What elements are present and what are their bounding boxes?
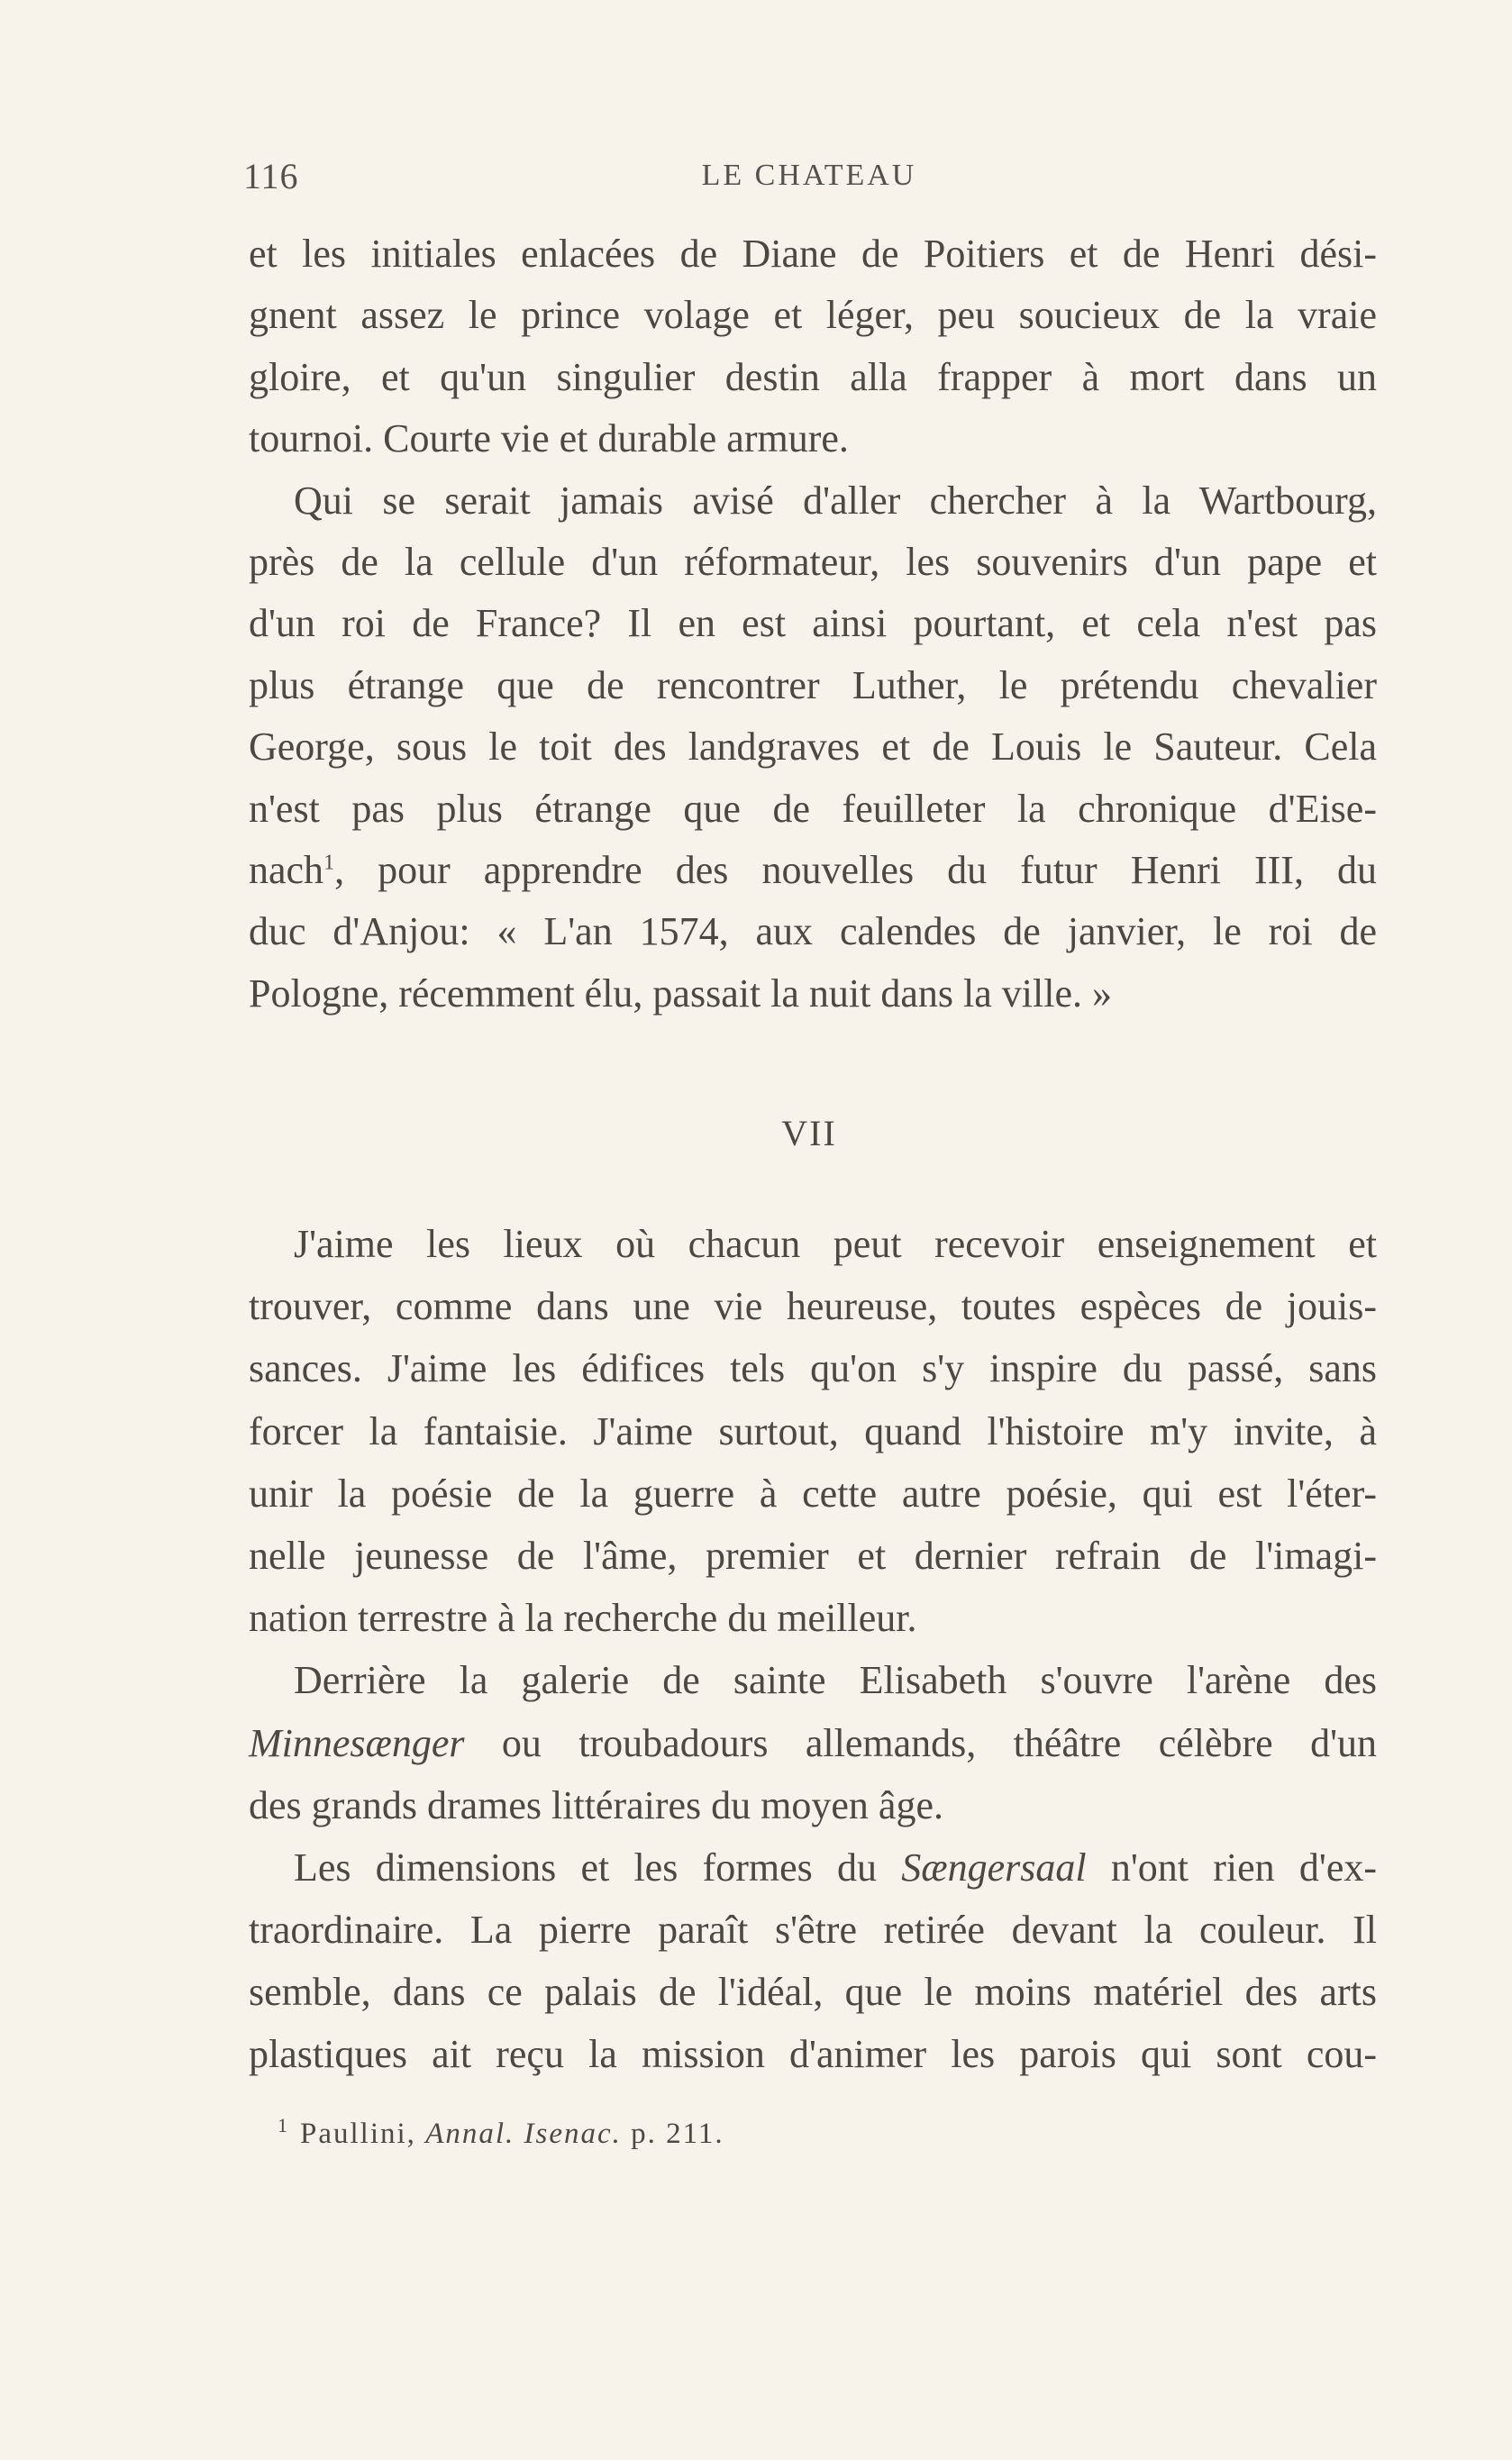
text-line: et les initiales enlacées de Diane de Poitiers et de Henri dési- bbox=[249, 232, 1377, 276]
text-line: nelle jeunesse de l'âme, premier et dernier refrain de l'imagi- bbox=[249, 1533, 1377, 1578]
text-line-with-italic bbox=[249, 1836, 1377, 1899]
footnote-page: p. 211. bbox=[621, 2118, 724, 2150]
text-line: plastiques ait reçu la mission d'animer les parois qui sont cou- bbox=[249, 2032, 1377, 2077]
text-line: traordinaire. La pierre paraît s'être retirée devant la couleur. Il bbox=[249, 1908, 1377, 1953]
text-line: gloire, et qu'un singulier destin alla frapper à mort dans un bbox=[249, 354, 1377, 399]
text-block-top bbox=[249, 223, 1377, 1025]
text-block-bottom bbox=[249, 1213, 1377, 2086]
text-line: duc d'Anjou: « L'an 1574, aux calendes de janvier, le roi de bbox=[249, 909, 1377, 954]
text-fragment: n'ont rien d'ex- bbox=[1086, 1845, 1378, 1890]
text-line: tournoi. Courte vie et durable armure. bbox=[249, 416, 849, 461]
footnote-marker: 1 bbox=[278, 2114, 289, 2137]
text-line: Derrière la galerie de sainte Elisabeth s'ouvre l'arène des bbox=[294, 1658, 1377, 1703]
text-line: Qui se serait jamais avisé d'aller chercher à la Wartbourg, bbox=[294, 478, 1377, 523]
text-line: J'aime les lieux où chacun peut recevoir enseignement et bbox=[294, 1222, 1377, 1266]
text-line: n'est pas plus étrange que de feuilleter la chronique d'Eise- bbox=[249, 786, 1377, 831]
footnote-reference: 1 bbox=[323, 851, 335, 875]
italic-term: Sængersaal bbox=[901, 1845, 1087, 1890]
text-fragment: nach bbox=[249, 847, 324, 892]
text-fragment: , pour apprendre des nouvelles du futur Henri III, du bbox=[334, 847, 1377, 892]
page-header bbox=[243, 155, 1375, 209]
footnote-author: Paullini, bbox=[300, 2118, 426, 2150]
italic-term: Minnesænger bbox=[249, 1720, 465, 1765]
text-line: plus étrange que de rencontrer Luther, le prétendu chevalier bbox=[249, 662, 1377, 707]
text-fragment: Les dimensions et les formes du bbox=[294, 1845, 902, 1890]
text-line: gnent assez le prince volage et léger, peu soucieux de la vraie bbox=[249, 293, 1377, 338]
section-heading: VII bbox=[781, 1113, 837, 1153]
text-line: d'un roi de France? Il en est ainsi pourtant, et cela n'est pas bbox=[249, 601, 1377, 646]
text-line: unir la poésie de la guerre à cette autre poésie, qui est l'éter- bbox=[249, 1471, 1377, 1516]
text-line: forcer la fantaisie. J'aime surtout, quand l'histoire m'y invite, à bbox=[249, 1408, 1377, 1453]
text-fragment: ou troubadours allemands, théâtre célèbre d'un bbox=[464, 1720, 1377, 1765]
text-line-with-italic bbox=[249, 1712, 1377, 1774]
footnote-work: Annal. Isenac. bbox=[425, 2118, 622, 2150]
text-line: près de la cellule d'un réformateur, les souvenirs d'un pape et bbox=[249, 539, 1377, 584]
text-line-with-footnote bbox=[249, 840, 1377, 901]
text-line: des grands drames littéraires du moyen âge. bbox=[249, 1782, 943, 1827]
running-title: LE CHATEAU bbox=[701, 159, 917, 192]
text-line: sances. J'aime les édifices tels qu'on s'y inspire du passé, sans bbox=[249, 1346, 1377, 1391]
page-number: 116 bbox=[243, 156, 299, 196]
text-line: trouver, comme dans une vie heureuse, toutes espèces de jouis- bbox=[249, 1284, 1377, 1329]
text-line: nation terrestre à la recherche du meilleur. bbox=[249, 1596, 917, 1641]
text-line: semble, dans ce palais de l'idéal, que le moins matériel des arts bbox=[249, 1970, 1377, 2015]
text-line: Pologne, récemment élu, passait la nuit dans la ville. » bbox=[249, 970, 1112, 1016]
text-line: George, sous le toit des landgraves et de Louis le Sauteur. Cela bbox=[249, 724, 1377, 770]
footnote bbox=[278, 2114, 724, 2151]
